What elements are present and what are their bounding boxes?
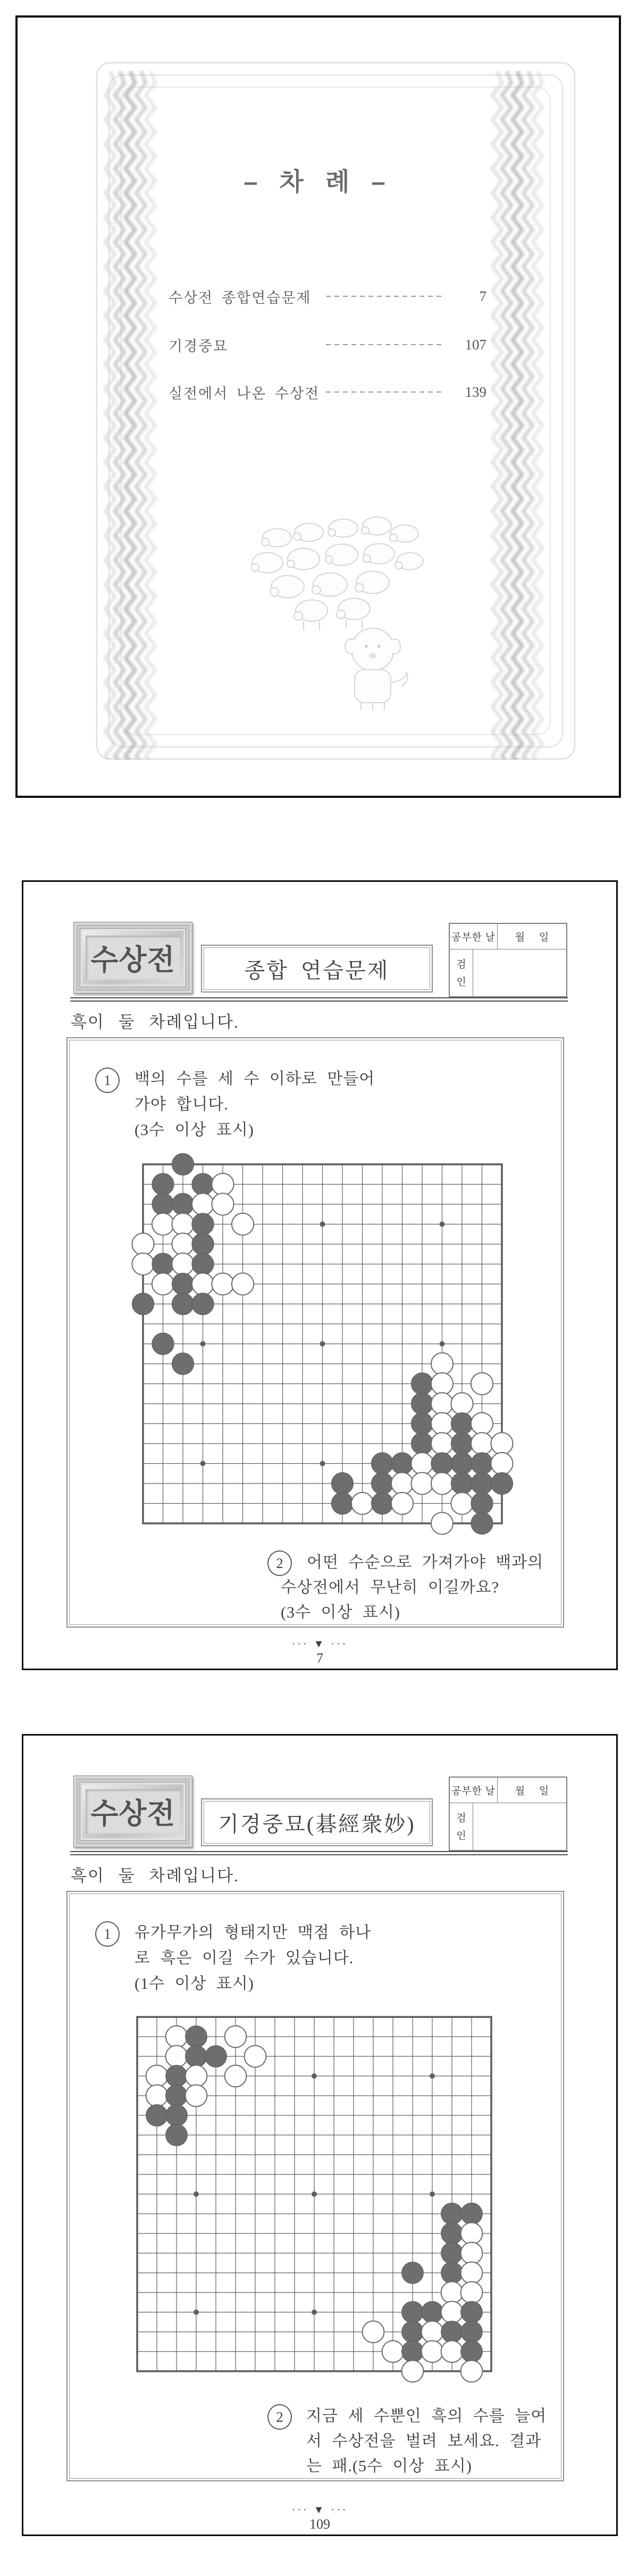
- black-stone: [461, 2302, 483, 2323]
- star-point: [430, 2073, 435, 2079]
- black-stone: [371, 1472, 393, 1494]
- star-point: [200, 1461, 205, 1466]
- month-label: 월: [515, 932, 525, 943]
- black-stone: [205, 2046, 227, 2068]
- white-stone: [363, 2321, 384, 2343]
- go-board-svg: [129, 1151, 516, 1537]
- toc-entry-label: 실전에서 나온 수상전: [169, 385, 320, 402]
- white-stone: [441, 2341, 463, 2363]
- white-stone: [391, 1492, 413, 1514]
- star-point: [320, 1461, 325, 1466]
- black-stone: [441, 2242, 463, 2264]
- black-stone: [371, 1492, 393, 1514]
- white-stone: [461, 2361, 483, 2382]
- black-stone: [132, 1293, 154, 1314]
- go-board-diagram: [123, 2003, 505, 2388]
- white-stone: [451, 1393, 473, 1414]
- problem-1-number: 1: [95, 1068, 120, 1093]
- black-stone: [166, 2065, 188, 2087]
- star-point: [320, 1221, 325, 1227]
- white-stone: [231, 1213, 253, 1235]
- black-stone: [461, 2203, 483, 2225]
- white-stone: [186, 2065, 207, 2087]
- toc-entry: [169, 285, 486, 308]
- black-stone: [451, 1432, 473, 1454]
- black-stone: [441, 2262, 463, 2284]
- studied-date-label: 공부한 날: [450, 1778, 498, 1803]
- problem-2-text: 어떤 수순으로 가져가야 백과의 수상전에서 무난히 이길까요? (3수 이상 표시): [281, 1554, 544, 1621]
- toc-entry-page-number: 139: [465, 384, 486, 400]
- header-double-rule: [70, 997, 568, 1002]
- white-stone: [172, 1213, 194, 1235]
- problem-page-109: [22, 1734, 618, 2536]
- toc-entry-label: 수상전 종합연습문제: [169, 289, 312, 306]
- toc-entry: [169, 380, 486, 404]
- star-point: [312, 2191, 317, 2197]
- black-stone: [172, 1193, 194, 1215]
- section-badge-frame: [73, 922, 192, 994]
- black-stone: [422, 2302, 443, 2323]
- page-number: 109: [309, 2516, 330, 2532]
- toc-dot-leader: [326, 391, 445, 393]
- stamp-label: 검 인: [450, 1803, 473, 1850]
- black-stone: [191, 1233, 213, 1255]
- black-stone: [191, 1253, 213, 1274]
- white-stone: [231, 1273, 253, 1295]
- black-stone: [186, 2026, 207, 2048]
- stamp-empty-cell: [473, 949, 566, 997]
- black-stone: [402, 2302, 424, 2323]
- star-point: [439, 1221, 444, 1227]
- problem-1-text: 백의 수를 세 수 이하로 만들어 가야 합니다. (3수 이상 표시): [135, 1070, 375, 1139]
- star-point: [194, 2310, 199, 2315]
- white-stone: [212, 1173, 233, 1195]
- white-stone: [461, 2262, 483, 2284]
- stamp-empty-cell: [473, 1803, 566, 1850]
- white-stone: [172, 1253, 194, 1274]
- white-stone: [431, 1353, 452, 1374]
- star-point: [430, 2191, 435, 2197]
- star-point: [439, 1341, 444, 1346]
- black-stone: [152, 1173, 173, 1195]
- black-stone: [172, 1293, 194, 1314]
- black-stone: [331, 1472, 353, 1494]
- black-stone: [152, 1253, 173, 1274]
- black-stone: [146, 2105, 168, 2127]
- white-stone: [431, 1412, 452, 1434]
- white-stone: [152, 1213, 173, 1235]
- white-stone: [411, 1452, 433, 1474]
- black-stone: [471, 1472, 492, 1494]
- toc-entry-label: 기경중묘: [169, 338, 229, 354]
- section-badge-label: 수상전: [86, 1789, 180, 1833]
- black-stone: [431, 1452, 452, 1474]
- black-stone: [411, 1372, 433, 1394]
- month-day-cell: [498, 924, 566, 949]
- white-stone: [166, 2026, 188, 2048]
- white-stone: [382, 2341, 404, 2363]
- black-stone: [441, 2223, 463, 2245]
- section-badge-frame: [73, 1775, 192, 1847]
- white-stone: [132, 1253, 154, 1274]
- white-stone: [461, 2242, 483, 2264]
- black-stone: [411, 1432, 433, 1454]
- toc-dot-leader: [326, 296, 445, 297]
- footer-marker: ··· ▼ ···: [291, 1638, 348, 1650]
- turn-indicator-text: 흑이 둘 차례입니다.: [71, 1013, 239, 1031]
- white-stone: [422, 2341, 443, 2363]
- white-stone: [191, 1273, 213, 1295]
- white-stone: [146, 2085, 168, 2107]
- white-stone: [441, 2302, 463, 2323]
- chapter-title: 종합 연습문제: [204, 947, 430, 990]
- section-badge-label: 수상전: [86, 936, 180, 980]
- turn-indicator-text: 흑이 둘 차례입니다.: [71, 1866, 239, 1885]
- toc-entry: [169, 333, 486, 356]
- star-point: [312, 2073, 317, 2079]
- white-stone: [491, 1452, 513, 1474]
- month-day-cell: [498, 1778, 566, 1803]
- white-stone: [152, 1273, 173, 1295]
- white-stone: [431, 1393, 452, 1414]
- toc-entry-page-number: 7: [479, 288, 486, 304]
- white-stone: [146, 2065, 168, 2087]
- black-stone: [451, 1412, 473, 1434]
- black-stone: [166, 2124, 188, 2146]
- black-stone: [411, 1412, 433, 1434]
- white-stone: [471, 1412, 492, 1434]
- white-stone: [166, 2046, 188, 2068]
- black-stone: [152, 1193, 173, 1215]
- go-board-svg: [123, 2003, 505, 2385]
- black-stone: [166, 2105, 188, 2127]
- study-date-table: [449, 923, 567, 997]
- white-stone: [431, 1512, 452, 1534]
- black-stone: [166, 2085, 188, 2107]
- white-stone: [491, 1432, 513, 1454]
- go-board-diagram: [129, 1151, 516, 1540]
- black-stone: [402, 2262, 424, 2284]
- white-stone: [225, 2026, 247, 2048]
- black-stone: [461, 2341, 483, 2363]
- black-stone: [441, 2203, 463, 2225]
- black-stone: [331, 1492, 353, 1514]
- white-stone: [461, 2282, 483, 2304]
- star-point: [320, 1341, 325, 1346]
- flock-and-dog-illustration: [240, 512, 431, 720]
- white-stone: [471, 1432, 492, 1454]
- black-stone: [402, 2341, 424, 2363]
- header-double-rule: [70, 1851, 568, 1855]
- problem-1-text: 유가무가의 형태지만 맥점 하나 로 흑은 이길 수가 있습니다. (1수 이상 표시): [135, 1924, 372, 1993]
- black-stone: [172, 1153, 194, 1175]
- white-stone: [431, 1432, 452, 1454]
- problem-2-text: 지금 세 수뿐인 흑의 수를 늘여 서 수상전을 벌려 보세요. 결과 는 패.(5수 이상 표시): [306, 2407, 547, 2475]
- sheep-flock-illustration: [251, 517, 423, 630]
- black-stone: [391, 1452, 413, 1474]
- toc-dot-leader: [326, 344, 445, 345]
- white-stone: [402, 2361, 424, 2382]
- day-label: 일: [539, 932, 549, 943]
- white-stone: [245, 2046, 266, 2068]
- black-stone: [191, 1173, 213, 1195]
- white-stone: [191, 1193, 213, 1215]
- day-label: 일: [539, 1786, 549, 1797]
- page-number: 7: [316, 1650, 323, 1666]
- white-stone: [212, 1273, 233, 1295]
- studied-date-label: 공부한 날: [450, 924, 498, 949]
- chapter-title: 기경중묘(碁經衆妙): [204, 1801, 430, 1844]
- dog-illustration: [345, 628, 408, 710]
- white-stone: [351, 1492, 373, 1514]
- black-stone: [471, 1492, 492, 1514]
- white-stone: [431, 1472, 452, 1494]
- toc-entry-page-number: 107: [465, 336, 486, 353]
- white-stone: [411, 1472, 433, 1494]
- footer-marker: ··· ▼ ···: [291, 2504, 348, 2516]
- toc-page: [15, 15, 621, 798]
- white-stone: [441, 2282, 463, 2304]
- problem-2-number: 2: [267, 2404, 292, 2430]
- chapter-title-box: [201, 1798, 433, 1846]
- black-stone: [411, 1393, 433, 1414]
- black-stone: [471, 1452, 492, 1474]
- white-stone: [225, 2065, 247, 2087]
- star-point: [312, 2310, 317, 2315]
- black-stone: [186, 2046, 207, 2068]
- black-stone: [441, 2321, 463, 2343]
- white-stone: [422, 2321, 443, 2343]
- black-stone: [172, 1353, 194, 1374]
- month-label: 월: [515, 1786, 525, 1797]
- star-point: [200, 1341, 205, 1346]
- black-stone: [491, 1472, 513, 1494]
- white-stone: [461, 2223, 483, 2245]
- problem-2-number: 2: [267, 1550, 292, 1576]
- white-stone: [431, 1372, 452, 1394]
- star-point: [194, 2191, 199, 2197]
- white-stone: [391, 1472, 413, 1494]
- white-stone: [212, 1193, 233, 1215]
- white-stone: [132, 1233, 154, 1255]
- black-stone: [191, 1293, 213, 1314]
- white-stone: [186, 2085, 207, 2107]
- black-stone: [371, 1452, 393, 1474]
- chapter-title-box: [201, 945, 433, 993]
- black-stone: [402, 2321, 424, 2343]
- problem-1-number: 1: [95, 1921, 120, 1947]
- black-stone: [451, 1472, 473, 1494]
- black-stone: [461, 2321, 483, 2343]
- black-stone: [471, 1512, 492, 1534]
- stamp-label: 검 인: [450, 949, 473, 997]
- black-stone: [152, 1332, 173, 1354]
- problem-page-7: [22, 880, 618, 1670]
- toc-title: – 차 례 –: [244, 168, 393, 196]
- study-date-table: [449, 1777, 567, 1851]
- white-stone: [471, 1372, 492, 1394]
- black-stone: [191, 1213, 213, 1235]
- white-stone: [172, 1233, 194, 1255]
- black-stone: [451, 1452, 473, 1474]
- black-stone: [172, 1273, 194, 1295]
- white-stone: [451, 1492, 473, 1514]
